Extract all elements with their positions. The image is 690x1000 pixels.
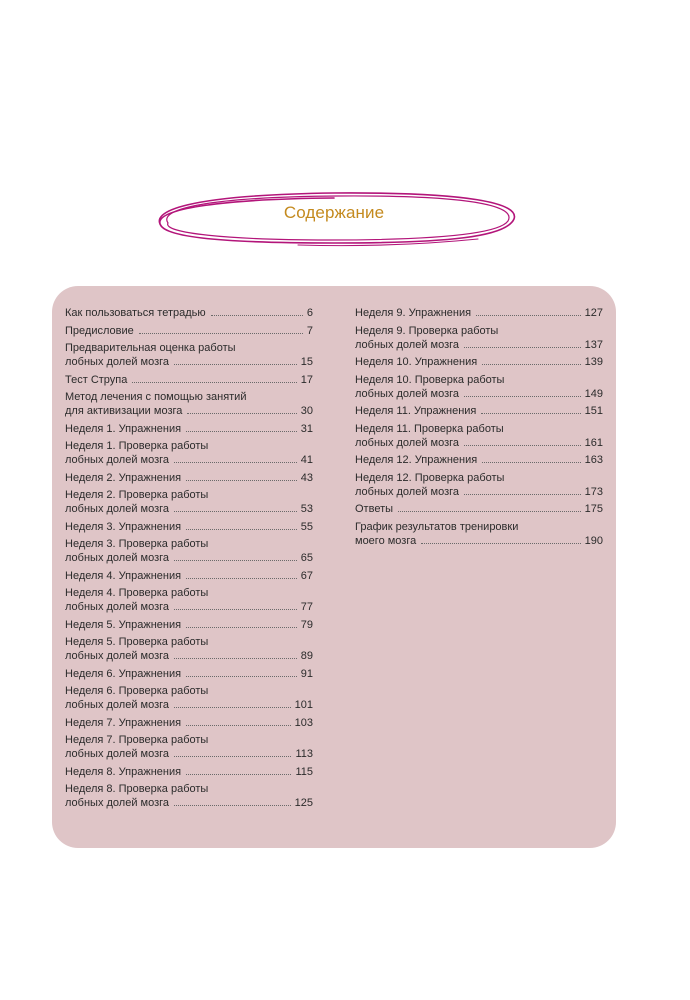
toc-entry-text: Ответы (355, 503, 394, 515)
toc-entry[interactable] (65, 537, 313, 565)
toc-entry[interactable] (355, 355, 603, 369)
toc-page-number: 79 (300, 618, 313, 631)
toc-entry-text: Неделя 10. Упражнения (355, 356, 478, 368)
toc-entry-text: Неделя 1. Упражнения (65, 422, 182, 435)
toc-entry[interactable] (65, 716, 313, 730)
dot-leader (187, 413, 296, 414)
toc-entry-text: лобных долей мозга (355, 485, 460, 498)
toc-page-number: 101 (294, 699, 313, 711)
toc-entry-text: Неделя 1. Проверка работы (65, 440, 209, 452)
toc-page-number: 139 (584, 356, 603, 368)
toc-entry[interactable] (65, 684, 313, 712)
dot-leader (132, 382, 296, 383)
dot-leader (186, 578, 297, 579)
toc-entry-text: лобных долей мозга (65, 699, 170, 711)
dot-leader (464, 494, 581, 495)
toc-entry[interactable] (65, 520, 313, 534)
dot-leader (482, 462, 580, 463)
toc-entry[interactable] (65, 586, 313, 614)
dot-leader (186, 774, 291, 775)
toc-page-number: 7 (306, 324, 313, 337)
toc-entry-text: Неделя 7. Проверка работы (65, 734, 209, 746)
toc-entry-text: Неделя 5. Проверка работы (65, 636, 209, 648)
toc-entry-text: Неделя 12. Упражнения (355, 454, 478, 466)
toc-entry[interactable] (65, 306, 313, 320)
dot-leader (174, 707, 291, 708)
toc-entry[interactable] (65, 341, 313, 369)
toc-entry-text: лобных долей мозга (65, 503, 170, 515)
toc-page-number: 115 (295, 765, 313, 778)
dot-leader (174, 658, 297, 659)
toc-entry[interactable] (65, 782, 313, 810)
toc-entry-text: Неделя 4. Проверка работы (65, 587, 209, 599)
toc-page-number: 77 (300, 601, 313, 613)
dot-leader (174, 756, 291, 757)
toc-page-number: 30 (300, 405, 313, 417)
dot-leader (464, 445, 581, 446)
toc-entry[interactable] (65, 488, 313, 516)
toc-entry-text: лобных долей мозга (355, 338, 460, 351)
toc-page-number: 161 (584, 436, 603, 449)
dot-leader (174, 560, 297, 561)
toc-page-number: 127 (584, 307, 603, 319)
toc-entry[interactable] (65, 422, 313, 436)
dot-leader (174, 805, 291, 806)
toc-entry-text: Неделя 9. Проверка работы (355, 324, 499, 337)
toc-entry-text: лобных долей мозга (65, 601, 170, 613)
dot-leader (186, 676, 297, 677)
dot-leader (464, 396, 581, 397)
dot-leader (421, 543, 580, 544)
toc-entry-text: для активизации мозга (65, 405, 183, 417)
toc-page-number: 91 (300, 667, 313, 680)
toc-entry-text: Как пользоваться тетрадью (65, 307, 206, 319)
toc-entry[interactable] (65, 618, 313, 632)
toc-page-number: 125 (294, 797, 313, 809)
title-frame (148, 183, 520, 255)
toc-entry[interactable] (65, 390, 313, 418)
toc-page-number: 173 (584, 485, 603, 498)
toc-entry-text: Метод лечения с помощью занятий (65, 391, 247, 403)
toc-entry[interactable] (65, 635, 313, 663)
toc-page-number: 67 (300, 569, 313, 582)
toc-entry-text: Неделя 6. Упражнения (65, 667, 182, 680)
toc-entry-text: Неделя 3. Упражнения (65, 520, 182, 533)
page-title: Содержание (283, 203, 385, 222)
toc-column-left (65, 306, 313, 814)
toc-page-number: 17 (300, 373, 313, 386)
toc-page-number: 175 (584, 503, 603, 515)
toc-entry-text: лобных долей мозга (355, 436, 460, 449)
dot-leader (186, 480, 297, 481)
toc-entry[interactable] (355, 373, 603, 401)
dot-leader (174, 609, 297, 610)
toc-entry[interactable] (355, 422, 603, 450)
dot-leader (211, 315, 303, 316)
toc-page-number: 41 (300, 454, 313, 466)
dot-leader (464, 347, 581, 348)
dot-leader (482, 364, 580, 365)
dot-leader (186, 431, 297, 432)
toc-column-right (355, 306, 603, 551)
toc-page-number: 151 (584, 405, 603, 417)
dot-leader (174, 462, 297, 463)
toc-entry-text: лобных долей мозга (65, 454, 170, 466)
toc-entry-text: Неделя 3. Проверка работы (65, 538, 209, 550)
toc-entry[interactable] (355, 471, 603, 499)
toc-entry-text: Неделя 12. Проверка работы (355, 471, 505, 484)
toc-entry-text: лобных долей мозга (65, 552, 170, 564)
toc-entry-text: Неделя 10. Проверка работы (355, 373, 505, 386)
toc-entry-text: Неделя 2. Проверка работы (65, 489, 209, 501)
toc-entry[interactable] (65, 765, 313, 779)
toc-entry-text: Предисловие (65, 324, 134, 337)
toc-entry[interactable] (65, 373, 313, 387)
toc-entry[interactable] (65, 667, 313, 681)
toc-entry[interactable] (355, 502, 603, 516)
toc-entry-text: Неделя 11. Упражнения (355, 405, 477, 417)
toc-page-number: 190 (584, 534, 603, 547)
toc-entry[interactable] (65, 471, 313, 485)
toc-entry[interactable] (355, 520, 603, 548)
toc-entry-text: Неделя 2. Упражнения (65, 471, 182, 484)
toc-page-number: 103 (294, 716, 313, 729)
dot-leader (186, 529, 297, 530)
toc-entry-text: лобных долей мозга (355, 387, 460, 400)
dot-leader (398, 511, 581, 512)
toc-page-number: 89 (300, 650, 313, 662)
toc-entry[interactable] (65, 324, 313, 338)
dot-leader (476, 315, 581, 316)
toc-entry-text: Тест Струпа (65, 373, 128, 386)
toc-entry-text: Неделя 8. Упражнения (65, 765, 182, 778)
toc-page-number: 6 (306, 307, 313, 319)
toc-entry-text: Неделя 5. Упражнения (65, 618, 182, 631)
toc-entry[interactable] (65, 439, 313, 467)
toc-entry-text: Неделя 4. Упражнения (65, 569, 182, 582)
toc-page-number: 53 (300, 503, 313, 515)
toc-entry[interactable] (65, 733, 313, 761)
dot-leader (174, 364, 297, 365)
dot-leader (139, 333, 303, 334)
dot-leader (174, 511, 297, 512)
toc-entry-text: Неделя 11. Проверка работы (355, 422, 504, 435)
toc-entry-text: лобных долей мозга (65, 797, 170, 809)
toc-page-number: 65 (300, 552, 313, 564)
toc-entry-text: Предварительная оценка работы (65, 342, 236, 354)
toc-page-number: 55 (300, 520, 313, 533)
toc-entry-text: лобных долей мозга (65, 748, 170, 760)
toc-entry-text: лобных долей мозга (65, 650, 170, 662)
toc-entry-text: Неделя 9. Упражнения (355, 307, 472, 319)
toc-entry[interactable] (355, 453, 603, 467)
toc-entry[interactable] (355, 404, 603, 418)
toc-panel (52, 286, 616, 848)
toc-entry-text: Неделя 7. Упражнения (65, 716, 182, 729)
dot-leader (186, 627, 297, 628)
toc-entry-text: моего мозга (355, 534, 417, 547)
toc-entry[interactable] (355, 324, 603, 352)
toc-page-number: 113 (295, 748, 313, 760)
toc-entry[interactable] (65, 569, 313, 583)
toc-page-number: 43 (300, 471, 313, 484)
toc-page-number: 149 (584, 387, 603, 400)
toc-entry-text: Неделя 8. Проверка работы (65, 783, 209, 795)
toc-entry-text: Неделя 6. Проверка работы (65, 685, 209, 697)
toc-entry-text: лобных долей мозга (65, 356, 170, 368)
dot-leader (481, 413, 580, 414)
toc-entry-text: График результатов тренировки (355, 520, 519, 533)
toc-page-number: 163 (584, 454, 603, 466)
toc-page-number: 15 (300, 356, 313, 368)
toc-page-number: 31 (300, 422, 313, 435)
toc-entry[interactable] (355, 306, 603, 320)
dot-leader (186, 725, 291, 726)
toc-page-number: 137 (584, 338, 603, 351)
